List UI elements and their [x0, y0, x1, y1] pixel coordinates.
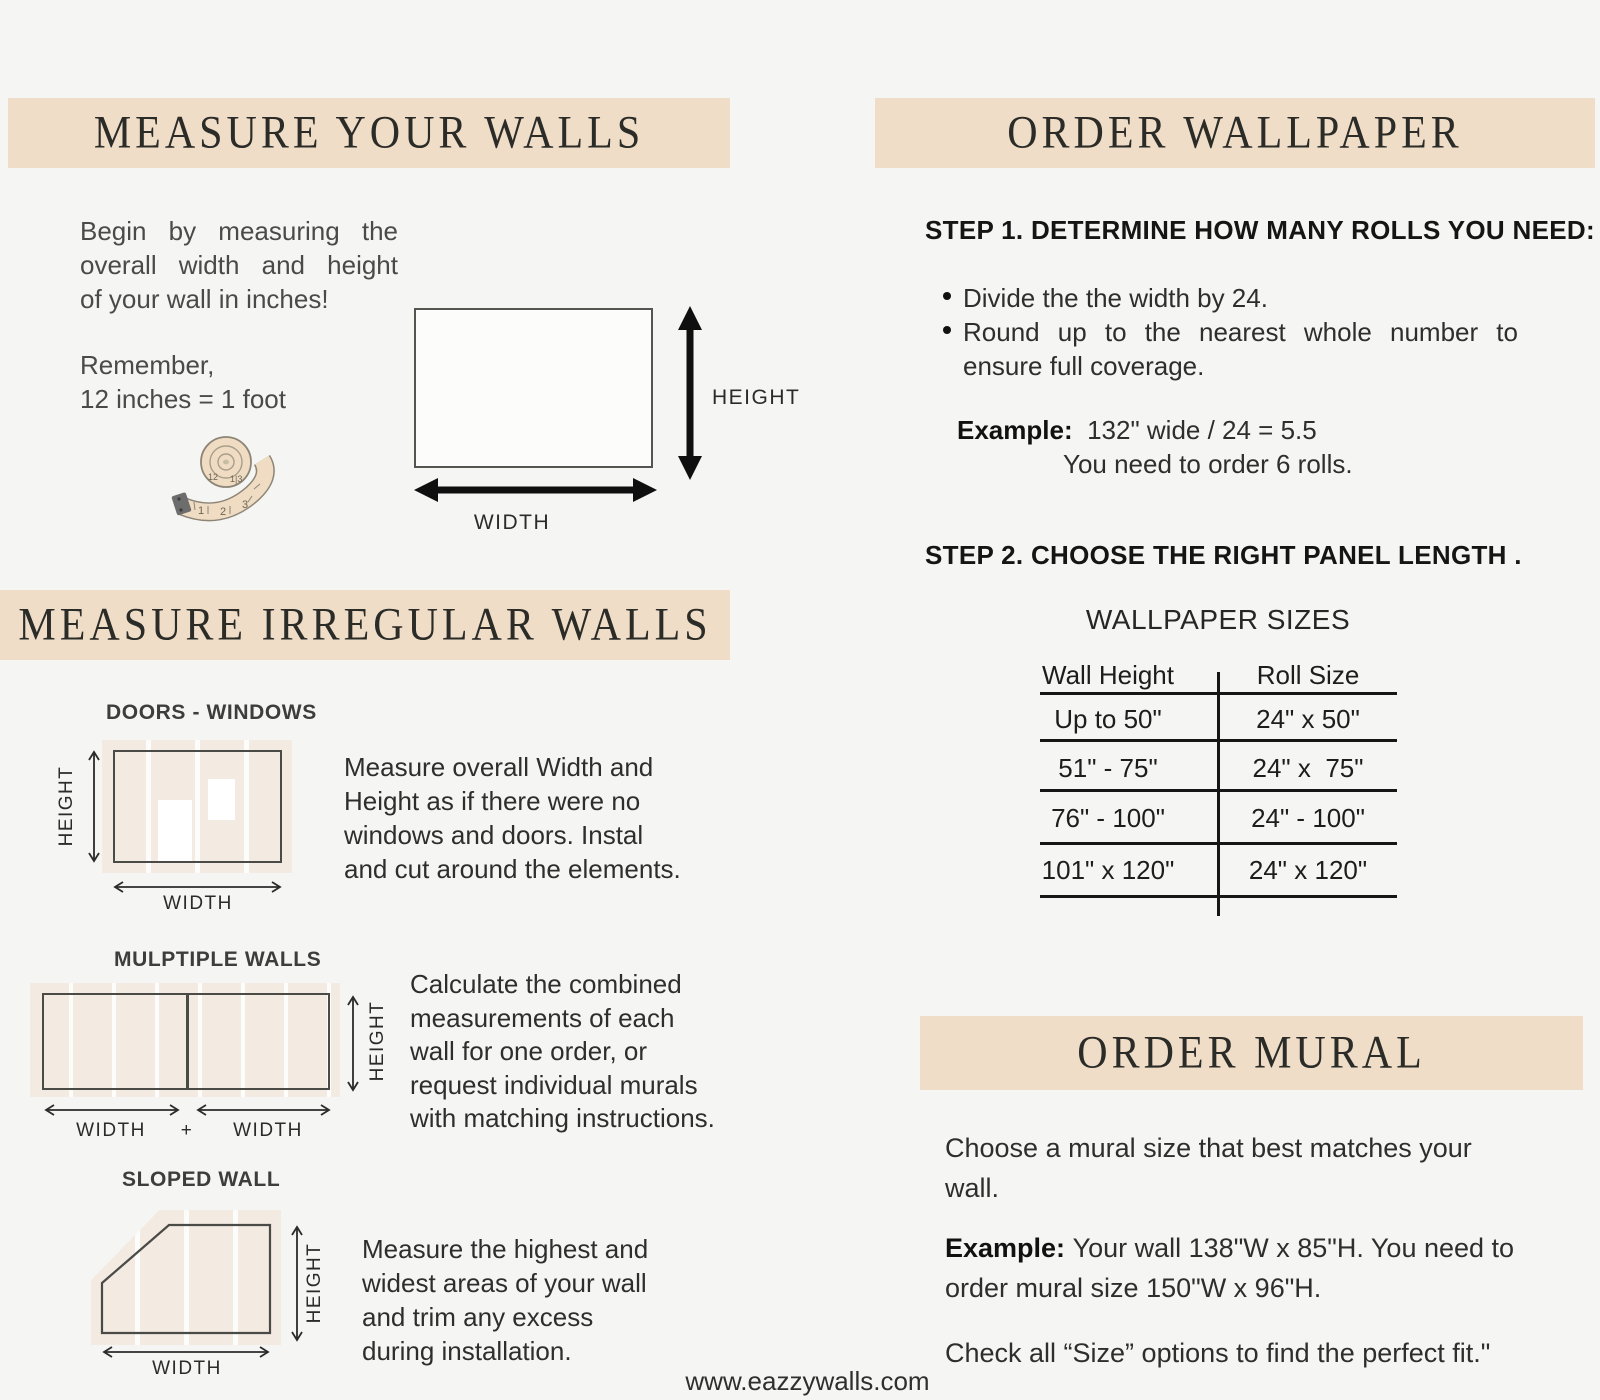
tape-number: 12: [208, 472, 219, 482]
text-line: wall for one order, or: [410, 1036, 648, 1066]
table-title: WALLPAPER SIZES: [1085, 604, 1351, 635]
height-dim-arrow-icon: [345, 995, 361, 1092]
doors-windows-label: DOORS - WINDOWS: [106, 701, 317, 724]
remember-line: Remember,: [80, 350, 215, 380]
width-double-arrow-icon: [414, 473, 657, 507]
table-cell: Up to 50": [1054, 704, 1162, 734]
table-cell: 76" - 100": [1051, 803, 1165, 833]
height-label: HEIGHT: [712, 386, 801, 409]
table-header: Roll Size: [1256, 660, 1360, 690]
multiple-walls-label: MULPTIPLE WALLS: [114, 948, 322, 971]
window-shape: [208, 779, 235, 820]
example-label: Example:: [957, 415, 1073, 445]
text-line: request individual murals: [410, 1069, 698, 1100]
example-label: Example:: [945, 1233, 1066, 1263]
plus-label: +: [180, 1120, 194, 1141]
text-line: and cut around the elements.: [344, 854, 681, 884]
text-line: Round up to the nearest whole number to: [963, 317, 1518, 347]
sloped-wall-label: SLOPED WALL: [122, 1168, 281, 1191]
text-line: Choose a mural size that best matches your: [945, 1133, 1472, 1163]
table-cell: 51" - 75": [1058, 753, 1158, 783]
order-mural-title: ORDER MURAL: [1077, 1027, 1426, 1079]
table-cell: 24" x 75": [1252, 753, 1364, 783]
step1-example-result: You need to order 6 rolls.: [1063, 449, 1353, 479]
table-header: Wall Height: [1042, 660, 1174, 690]
text-line: Divide the the width by 24.: [963, 283, 1268, 313]
wall-divider-line: [186, 993, 189, 1090]
step1-heading: STEP 1. DETERMINE HOW MANY ROLLS YOU NEED:: [925, 215, 1595, 245]
text-line: Height as if there were no: [344, 786, 641, 816]
doors-windows-wall: [113, 750, 282, 863]
door-shape: [158, 800, 192, 861]
mural-intro: [945, 1128, 1505, 1208]
measure-walls-title: MEASURE YOUR WALLS: [93, 107, 645, 159]
order-mural-banner: [920, 1016, 1583, 1090]
width-dim-arrow-icon: [196, 1102, 331, 1118]
bullet1-text: [963, 281, 1518, 315]
intro-line: overall width and height: [80, 250, 398, 280]
step2-heading: STEP 2. CHOOSE THE RIGHT PANEL LENGTH .: [925, 540, 1522, 570]
height-dim-arrow-icon: [289, 1225, 305, 1342]
text-line: during installation.: [362, 1336, 572, 1366]
width-label: WIDTH: [152, 1358, 222, 1379]
text-line: Measure the highest and: [362, 1234, 649, 1264]
multiple-walls-text: [410, 968, 740, 1136]
table-divider-line: [1217, 672, 1220, 916]
tape-number: 1: [198, 505, 205, 517]
example-text: Your wall 138"W x 85"H. You need to: [1072, 1233, 1515, 1263]
tape-number: 3: [242, 499, 249, 511]
height-label: HEIGHT: [56, 765, 77, 847]
table-cell: 24" x 120": [1248, 855, 1368, 885]
text-line: and trim any excess: [362, 1302, 594, 1332]
measure-walls-banner: [8, 98, 730, 168]
doors-windows-text: [344, 750, 704, 886]
width-label: WIDTH: [76, 1120, 146, 1141]
sloped-wall-outline: [95, 1218, 280, 1343]
text-line: ensure full coverage.: [963, 351, 1205, 381]
height-double-arrow-icon: [673, 306, 707, 480]
table-cell: 24" x 50": [1256, 704, 1360, 734]
intro-line: Begin by measuring the: [80, 216, 398, 246]
website-url: www.eazzywalls.com: [685, 1366, 930, 1396]
text-line: windows and doors. Instal: [344, 820, 644, 850]
height-dim-arrow-icon: [86, 750, 102, 863]
height-label: HEIGHT: [367, 1000, 388, 1082]
wall-diagram-rectangle: [414, 308, 653, 468]
tape-number: 1|3: [230, 474, 243, 484]
sloped-wall-text: [362, 1232, 692, 1368]
width-label: WIDTH: [473, 511, 551, 534]
example-text: order mural size 150"W x 96"H.: [945, 1273, 1322, 1303]
text-line: with matching instructions.: [410, 1103, 715, 1133]
width-label: WIDTH: [233, 1120, 303, 1141]
remember-note: [80, 348, 398, 416]
bullet2-text: [963, 315, 1518, 383]
text-line: Calculate the combined: [410, 969, 682, 999]
mural-note: Check all “Size” options to find the perfect fit.": [945, 1338, 1491, 1368]
tape-number: 2: [220, 506, 227, 518]
order-wallpaper-title: ORDER WALLPAPER: [1007, 107, 1463, 159]
intro-paragraph: [80, 214, 398, 316]
width-dim-arrow-icon: [44, 1102, 180, 1118]
measure-irregular-banner: [0, 590, 730, 660]
text-line: measurements of each: [410, 1002, 675, 1033]
text-line: widest areas of your wall: [362, 1268, 647, 1298]
order-wallpaper-banner: [875, 98, 1595, 168]
intro-line: of your wall in inches!: [80, 284, 329, 314]
text-line: wall.: [945, 1173, 1000, 1203]
table-cell: 24" - 100": [1251, 803, 1365, 833]
mural-example: [945, 1228, 1515, 1308]
bullet-icon: [943, 326, 951, 334]
width-label: WIDTH: [163, 893, 233, 914]
bullet-icon: [943, 292, 951, 300]
table-cell: 101" x 120": [1041, 855, 1175, 885]
measure-irregular-title: MEASURE IRREGULAR WALLS: [18, 599, 712, 651]
example-value: 132" wide / 24 = 5.5: [1087, 415, 1317, 445]
remember-line: 12 inches = 1 foot: [80, 384, 286, 414]
text-line: Measure overall Width and: [344, 752, 654, 782]
tape-measure-illustration: [168, 434, 288, 526]
step1-example: [957, 413, 1517, 447]
height-label: HEIGHT: [304, 1242, 325, 1324]
